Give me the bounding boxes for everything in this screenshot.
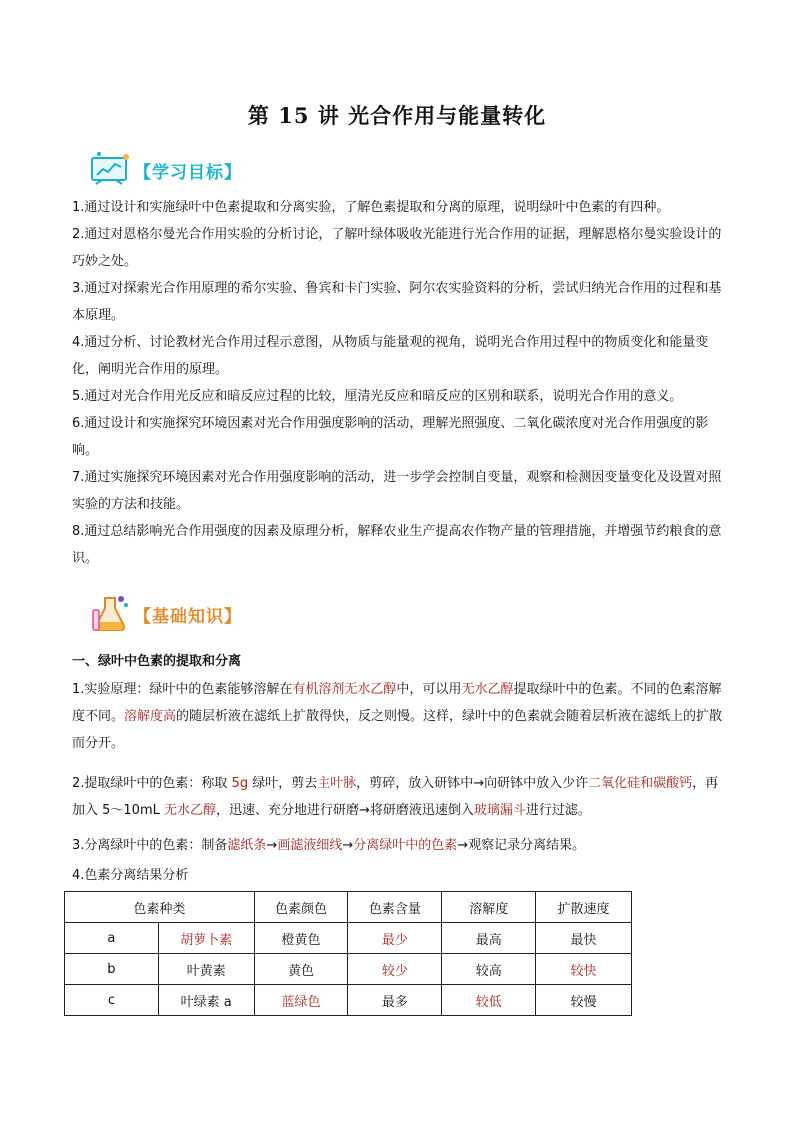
paragraph-separation bbox=[72, 832, 724, 859]
answer-span: 无水乙醇 bbox=[163, 803, 216, 818]
text-span: 提取绿叶中的色素。不同的色素溶解度不同。 bbox=[72, 682, 722, 724]
answer-span: 滤纸条 bbox=[227, 838, 267, 853]
table-row bbox=[65, 954, 632, 985]
table-cell: 最快 bbox=[536, 923, 632, 954]
table-cell: 胡萝卜素 bbox=[158, 923, 254, 954]
table-header-cell: 色素种类 bbox=[65, 892, 255, 923]
table-cell: 较高 bbox=[442, 954, 536, 985]
objective-item: 7.通过实施探究环境因素对光合作用强度影响的活动，进一步学会控制自变量，观察和检测因变量变化及设置对照实验的方法和技能。 bbox=[72, 470, 722, 512]
paragraph-principle bbox=[72, 676, 724, 757]
table-cell: b bbox=[65, 954, 159, 985]
text-span: 中，可以用 bbox=[396, 682, 462, 697]
learning-goals-header bbox=[88, 148, 242, 192]
subheading-pigment-extraction: 一、绿叶中色素的提取和分离 bbox=[72, 654, 242, 669]
flask-icon bbox=[88, 592, 132, 636]
table-cell: 叶黄素 bbox=[158, 954, 254, 985]
basic-knowledge-header bbox=[88, 592, 242, 636]
text-span: ，剪碎，放入研钵中→向研钵中放入少许 bbox=[356, 776, 589, 791]
basic-knowledge-label: 【基础知识】 bbox=[134, 606, 242, 627]
objective-item: 5.通过对光合作用光反应和暗反应过程的比较，厘清光反应和暗反应的区别和联系，说明光合作用的意义。 bbox=[72, 389, 683, 404]
table-header-cell: 溶解度 bbox=[442, 892, 536, 923]
answer-span: 5g bbox=[231, 776, 249, 791]
text-span: ，再加入 5～10mL bbox=[72, 776, 719, 818]
whiteboard-chart-icon bbox=[88, 148, 132, 192]
table-header-cell: 色素颜色 bbox=[254, 892, 348, 923]
table-cell: 蓝绿色 bbox=[254, 985, 348, 1016]
table-cell: c bbox=[65, 985, 159, 1016]
table-cell: 橙黄色 bbox=[254, 923, 348, 954]
table-cell: 叶绿素 a bbox=[158, 985, 254, 1016]
pigment-table bbox=[64, 891, 632, 1016]
text-span: → bbox=[266, 838, 278, 853]
objective-item: 6.通过设计和实施探究环境因素对光合作用强度影响的活动，理解光照强度、二氧化碳浓度对光合作用强度的影响。 bbox=[72, 416, 709, 458]
text-span: 绿叶，剪去 bbox=[248, 776, 318, 791]
objective-item: 3.通过对探索光合作用原理的希尔实验、鲁宾和卡门实验、阿尔农实验资料的分析，尝试归纳光合作用的过程和基本原理。 bbox=[72, 281, 722, 323]
objective-item: 4.通过分析、讨论教材光合作用过程示意图，从物质与能量观的视角，说明光合作用过程中的物质变化和能量变化，阐明光合作用的原理。 bbox=[72, 335, 709, 377]
table-header-row bbox=[65, 892, 632, 923]
text-span: 1.实验原理：绿叶中的色素能够溶解在 bbox=[72, 682, 293, 697]
text-span: 3.分离绿叶中的色素：制备 bbox=[72, 838, 228, 853]
table-row bbox=[65, 923, 632, 954]
objective-item: 8.通过总结影响光合作用强度的因素及原理分析，解释农业生产提高农作物产量的管理措施，并增强节约粮食的意识。 bbox=[72, 524, 722, 566]
text-span: ，迅速、充分地进行研磨→将研磨液迅速倒入 bbox=[216, 803, 474, 818]
objective-item: 1.通过设计和实施绿叶中色素提取和分离实验，了解色素提取和分离的原理，说明绿叶中色素的有四种。 bbox=[72, 200, 670, 215]
table-cell: 较慢 bbox=[536, 985, 632, 1016]
objectives-list bbox=[72, 194, 724, 572]
table-cell: 最多 bbox=[348, 985, 442, 1016]
answer-span: 二氧化硅和碳酸钙 bbox=[588, 776, 693, 791]
answer-span: 玻璃漏斗 bbox=[473, 803, 526, 818]
answer-span: 画滤液细线 bbox=[277, 838, 343, 853]
table-header-cell: 扩散速度 bbox=[536, 892, 632, 923]
learning-goals-label: 【学习目标】 bbox=[134, 162, 242, 183]
text-span: →观察记录分离结果。 bbox=[457, 838, 586, 853]
answer-span: 有机溶剂无水乙醇 bbox=[292, 682, 397, 697]
table-cell: 最少 bbox=[348, 923, 442, 954]
table-row bbox=[65, 985, 632, 1016]
answer-span: 主叶脉 bbox=[317, 776, 357, 791]
text-span: 进行过滤。 bbox=[525, 803, 591, 818]
paragraph-extraction bbox=[72, 770, 724, 824]
text-span: → bbox=[342, 838, 354, 853]
table-cell: a bbox=[65, 923, 159, 954]
text-span: 的随层析液在滤纸上扩散得快，反之则慢。这样，绿叶中的色素就会随着层析液在滤纸上的扩散而分开。 bbox=[72, 709, 723, 751]
text-span: 2.提取绿叶中的色素：称取 bbox=[72, 776, 232, 791]
answer-span: 分离绿叶中的色素 bbox=[353, 838, 458, 853]
answer-span: 溶解度高 bbox=[124, 709, 177, 724]
answer-span: 无水乙醇 bbox=[461, 682, 514, 697]
table-header-cell: 色素含量 bbox=[348, 892, 442, 923]
table-cell: 最高 bbox=[442, 923, 536, 954]
table-cell: 较快 bbox=[536, 954, 632, 985]
paragraph-results-heading: 4.色素分离结果分析 bbox=[72, 868, 189, 883]
table-cell: 较低 bbox=[442, 985, 536, 1016]
lesson-title: 第 15 讲 光合作用与能量转化 bbox=[247, 103, 547, 128]
table-cell: 较少 bbox=[348, 954, 442, 985]
table-cell: 黄色 bbox=[254, 954, 348, 985]
objective-item: 2.通过对恩格尔曼光合作用实验的分析讨论，了解叶绿体吸收光能进行光合作用的证据，理解恩格尔曼实验设计的巧妙之处。 bbox=[72, 227, 722, 269]
